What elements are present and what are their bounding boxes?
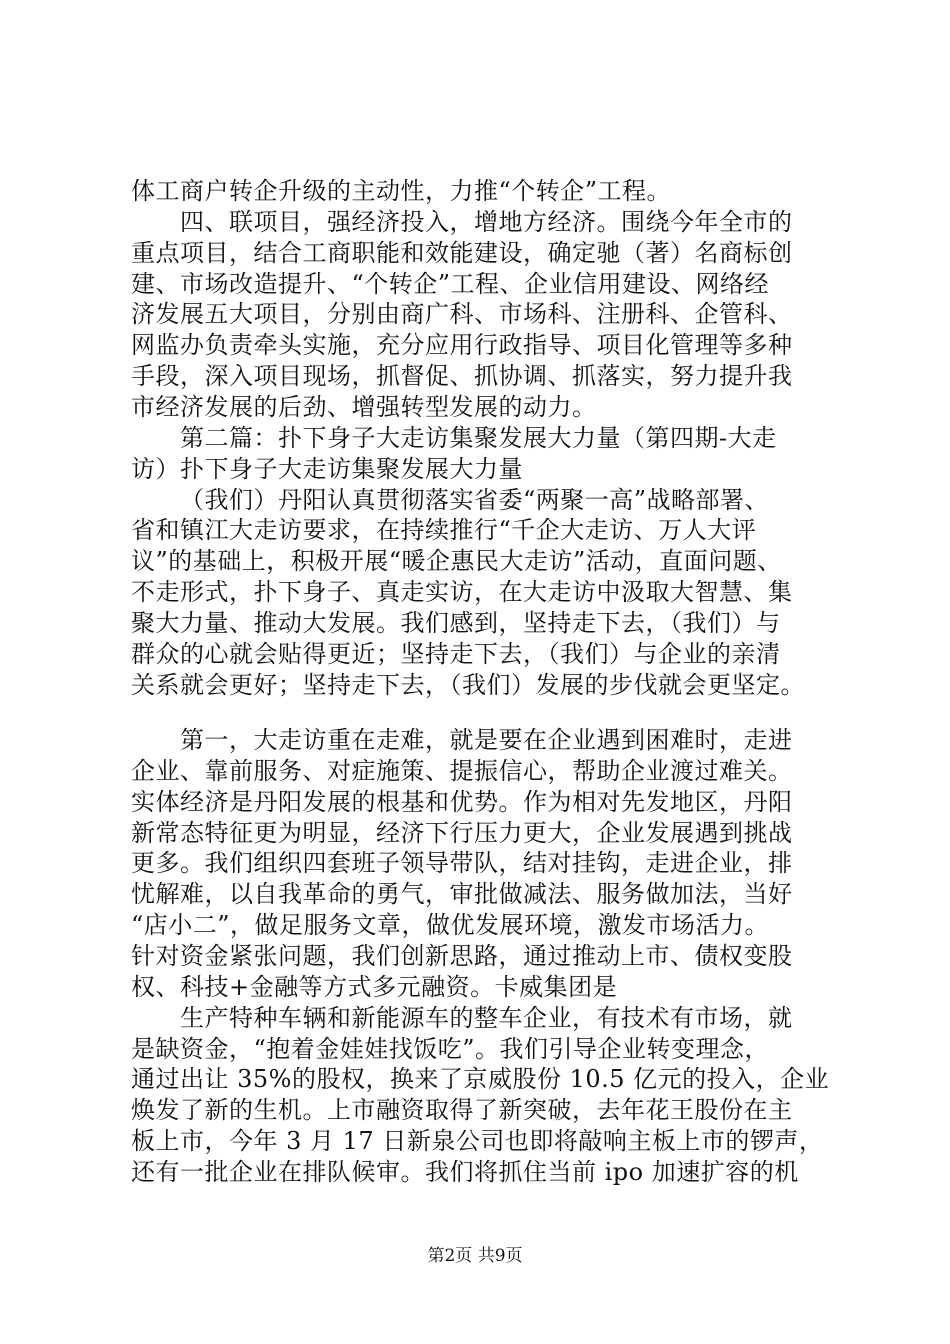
page-number-footer: 第2页 共9页 — [427, 1246, 523, 1266]
body-text-line: 手段，深入项目现场，抓督促、抓协调、抓落实，努力提升我 — [131, 362, 793, 390]
body-text-line: （我们）丹阳认真贯彻落实省委“两聚一高”战略部署、 — [180, 486, 770, 514]
body-text-line: 通过出让 35%的股权，换来了京威股份 10.5 亿元的投入，企业 — [131, 1065, 830, 1093]
section-heading-line: 访）扑下身子大走访集聚发展大力量 — [131, 455, 523, 483]
body-text-line: 权、科技+金融等方式多元融资。卡威集团是 — [131, 973, 618, 1001]
body-text-line: 是缺资金，“抱着金娃娃找饭吃”。我们引导企业转变理念， — [131, 1035, 770, 1063]
body-text-line: 第一，大走访重在走难，就是要在企业遇到困难时，走进 — [180, 726, 793, 754]
body-text-line: 体工商户转企升级的主动性，力推“个转企”工程。 — [131, 177, 672, 205]
body-text-line: 网监办负责牵头实施，充分应用行政指导、项目化管理等多种 — [131, 331, 793, 359]
section-heading-line: 第二篇：扑下身子大走访集聚发展大力量（第四期-大走 — [180, 424, 777, 452]
body-text-line: 还有一批企业在排队候审。我们将抓住当前 ipo 加速扩容的机 — [131, 1158, 799, 1186]
body-text-line: 实体经济是丹阳发展的根基和优势。作为相对先发地区，丹阳 — [131, 788, 793, 816]
body-text-line: 关系就会更好；坚持走下去，（我们）发展的步伐就会更坚定。 — [131, 671, 805, 699]
body-text-line: 不走形式，扑下身子、真走实访，在大走访中汲取大智慧、集 — [131, 578, 793, 606]
body-text-line: 省和镇江大走访要求，在持续推行“千企大走访、万人大评 — [131, 516, 757, 544]
body-text-line: “店小二”，做足服务文章，做优发展环境，激发市场活力。 — [131, 911, 770, 939]
body-text-line: 忧解难，以自我革命的勇气，审批做减法、服务做加法，当好 — [131, 880, 793, 908]
body-text-line: 聚大力量、推动大发展。我们感到，坚持走下去，（我们）与 — [131, 609, 781, 637]
body-text-line: 济发展五大项目，分别由商广科、市场科、注册科、企管科、 — [131, 300, 793, 328]
body-text-line: 群众的心就会贴得更近；坚持走下去，（我们）与企业的亲清 — [131, 640, 781, 668]
body-text-line: 更多。我们组织四套班子领导带队，结对挂钩，走进企业，排 — [131, 849, 793, 877]
body-text-line: 新常态特征更为明显，经济下行压力更大，企业发展遇到挑战 — [131, 819, 793, 847]
body-text-line: 建、市场改造提升、“个转企”工程、企业信用建设、网络经 — [131, 270, 770, 298]
body-text-line: 焕发了新的生机。上市融资取得了新突破，去年花王股份在主 — [131, 1096, 793, 1124]
body-text-line: 生产特种车辆和新能源车的整车企业，有技术有市场，就 — [180, 1004, 793, 1032]
body-text-line: 重点项目，结合工商职能和效能建设，确定驰（著）名商标创 — [131, 239, 793, 267]
body-text-line: 市经济发展的后劲、增强转型发展的动力。 — [131, 393, 597, 421]
body-text-line: 四、联项目，强经济投入，增地方经济。围绕今年全市的 — [180, 208, 793, 236]
body-text-line: 针对资金紧张问题，我们创新思路，通过推动上市、债权变股 — [131, 942, 793, 970]
body-text-line: 议”的基础上，积极开展“暖企惠民大走访”活动，直面问题、 — [131, 547, 782, 575]
body-text-line: 板上市，今年 3 月 17 日新泉公司也即将敲响主板上市的锣声， — [131, 1127, 824, 1155]
body-text-line: 企业、靠前服务、对症施策、提振信心，帮助企业渡过难关。 — [131, 757, 793, 785]
